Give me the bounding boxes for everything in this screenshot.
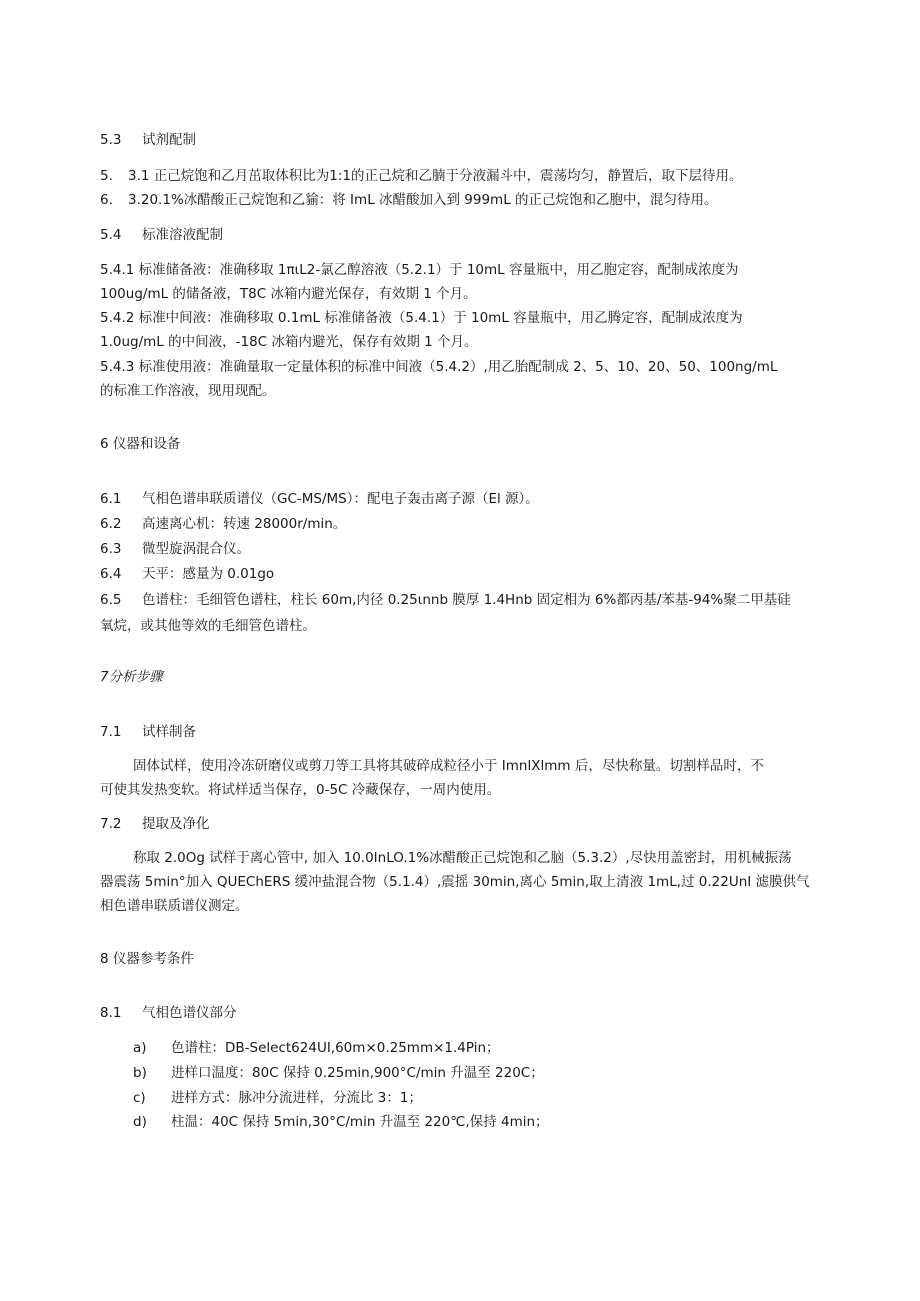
paragraph-5-4-3-line-2: 的标准工作溶液，现用现配。	[100, 383, 276, 399]
paragraph-7-2-line-1: 称取 2.0Og 试样于离心管中, 加入 10.0InLO.1%冰醋酸正己烷饱和乙脑（5.3.2）,尽快用盖密封，用机械振荡	[133, 850, 792, 866]
item-5-3-1: 5. 3.1 正己烷饱和乙月茁取体积比为1:1的正己烷和乙腩于分液漏斗中，震荡均匀，静置后，取下层待用。	[100, 168, 743, 184]
paragraph-5-4-2-line-1: 5.4.2 标准中间液：准确移取 0.1mL 标准储备液（5.4.1）于 10mL 容量瓶中，用乙腾定容，配制成浓度为	[100, 310, 743, 326]
paragraph-7-1-line-1: 固体试样，使用冷冻研磨仪或剪刀等工具将其破碎成粒径小于 ImnlXlmm 后，尽快称量。切割样品时，不	[133, 758, 764, 774]
item-6-1: 6.1 气相色谱串联质谱仪（GC-MS/MS）：配电子轰击离子源（El 源）。	[100, 491, 539, 507]
paragraph-5-4-2-line-2: 1.0ug/mL 的中间液，-18C 冰箱内避光，保存有效期 1 个月。	[100, 334, 478, 350]
paragraph-5-4-3-line-1: 5.4.3 标准使用液：准确量取一定量体积的标准中间液（5.4.2）,用乙胎配制成 2、5、10、20、50、100ng/mL	[100, 359, 778, 375]
paragraph-7-2-line-2: 器震荡 5min°加入 QUEChERS 缓冲盐混合物（5.1.4）,震摇 30min,离心 5min,取上清液 1mL,过 0.22UnI 滤膜供气	[100, 874, 810, 890]
list-item-d: d) 柱温：40C 保持 5min,30°C∕min 升温至 220℃,保持 4min；	[133, 1114, 549, 1130]
section-heading-8-1: 8.1 气相色谱仪部分	[100, 1005, 237, 1021]
item-6-5-continuation: 氧烷，或其他等效的毛细管色谱柱。	[100, 618, 316, 634]
section-heading-7-2: 7.2 提取及净化	[100, 816, 210, 832]
chapter-heading-8: 8 仪器参考条件	[100, 951, 194, 967]
chapter-heading-7: 7分析步骤	[100, 669, 163, 685]
list-item-a: a) 色谱柱：DB-Select624UI,60m×0.25mm×1.4Pin；	[133, 1040, 500, 1056]
chapter-heading-6: 6 仪器和设备	[100, 436, 181, 452]
paragraph-5-4-1-line-2: 100ug/mL 的储备液，T8C 冰箱内避光保存，有效期 1 个月。	[100, 286, 477, 302]
paragraph-5-4-1-line-1: 5.4.1 标准储备液：准确移取 1πιL2-氯乙醇溶液（5.2.1）于 10mL 容量瓶中，用乙胞定容，配制成浓度为	[100, 262, 739, 278]
paragraph-7-2-line-3: 相色谱串联质谱仪测定。	[100, 898, 249, 914]
section-heading-5-3: 5.3 试剂配制	[100, 132, 196, 148]
list-item-c: c) 进样方式：脉冲分流进样，分流比 3：1；	[133, 1090, 422, 1106]
list-item-b: b) 进样口温度：80C 保持 0.25min,900°C∕min 升温至 220C；	[133, 1065, 544, 1081]
paragraph-7-1-line-2: 可使其发热变软。将试样适当保存，0-5C 冷藏保存，一周内使用。	[100, 782, 501, 798]
section-heading-7-1: 7.1 试样制备	[100, 724, 196, 740]
item-5-3-2: 6. 3.20.1%冰醋酸正己烷饱和乙貐：将 ImL 冰醋酸加入到 999mL 的正己烷饱和乙胞中，混匀待用。	[100, 192, 718, 208]
item-6-4: 6.4 天平：感量为 0.01go	[100, 566, 275, 582]
item-6-5: 6.5 色谱柱：毛细管色谱柱，柱长 60m,内径 0.25ιnnb 膜厚 1.4Hnb 固定相为 6%都丙基/苯基-94%聚二甲基硅	[100, 592, 791, 608]
item-6-3: 6.3 微型旋涡混合仪。	[100, 541, 250, 557]
section-heading-5-4: 5.4 标准溶液配制	[100, 227, 223, 243]
item-6-2: 6.2 高速离心机：转速 28000r/min。	[100, 516, 347, 532]
